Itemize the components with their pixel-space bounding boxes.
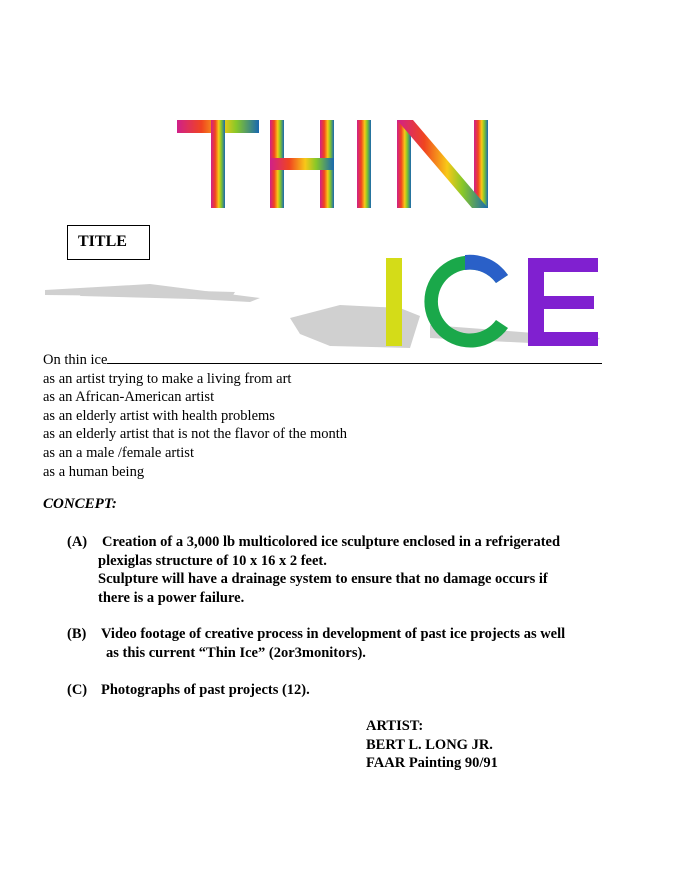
item-line: plexiglas structure of 10 x 16 x 2 feet. (98, 552, 327, 569)
intro-lines (43, 349, 623, 481)
artist-affiliation: FAAR Painting 90/91 (366, 755, 498, 772)
artist-name: BERT L. LONG JR. (366, 736, 493, 753)
item-line: as this current “Thin Ice” (2or3monitors). (106, 644, 366, 661)
title-box (67, 225, 150, 260)
word-thin (177, 120, 488, 208)
item-line: Video footage of creative process in development of past ice projects as well (101, 626, 566, 642)
item-line: there is a power failure. (98, 589, 245, 606)
artist-block (366, 717, 498, 773)
item-marker: (A) (67, 534, 88, 550)
concept-heading: CONCEPT: (43, 496, 117, 512)
concept-item-c (67, 681, 467, 701)
thin-ice-word-art (0, 0, 679, 360)
title-label: TITLE (78, 233, 127, 250)
item-marker: (B) (67, 626, 87, 642)
word-art-shadow (45, 284, 600, 348)
intro-line: as an artist trying to make a living from art (43, 370, 292, 387)
concept-item-a (67, 533, 627, 609)
concept-item-b (67, 625, 627, 663)
blank-underline (107, 349, 602, 364)
item-line: Sculpture will have a drainage system to ensure that no damage occurs if (98, 571, 548, 588)
intro-line: as a human being (43, 463, 145, 480)
intro-line: as an a male /female artist (43, 444, 194, 461)
item-marker: (C) (67, 682, 88, 698)
intro-line: as an African-American artist (43, 389, 215, 406)
intro-first-line: On thin ice (43, 349, 623, 370)
item-line: Creation of a 3,000 lb multicolored ice sculpture enclosed in a refrigerated (102, 534, 561, 550)
word-ice (386, 255, 598, 348)
item-line: Photographs of past projects (12). (101, 682, 310, 698)
intro-line: as an elderly artist that is not the flavor of the month (43, 426, 348, 443)
intro-line: as an elderly artist with health problems (43, 407, 275, 424)
artist-heading: ARTIST: (366, 718, 424, 734)
